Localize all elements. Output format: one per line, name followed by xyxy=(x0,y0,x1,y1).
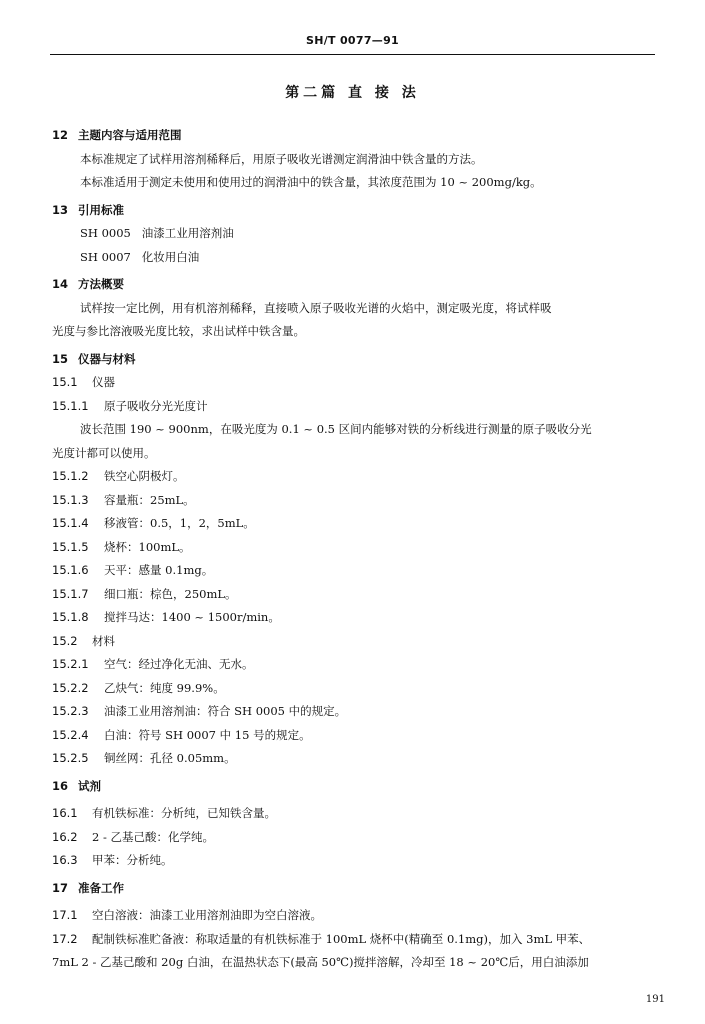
list-item xyxy=(52,559,665,583)
subsection-number: 15.1.1 xyxy=(52,398,89,413)
list-item xyxy=(52,928,665,952)
list-item xyxy=(52,536,665,560)
item-number: 16.2 xyxy=(52,829,78,844)
item-text: 空白溶液：油漆工业用溶剂油即为空白溶液。 xyxy=(92,908,322,922)
list-item xyxy=(52,653,665,677)
list-item xyxy=(52,465,665,489)
item-text: 移液管：0.5，1，2，5mL。 xyxy=(104,516,255,530)
subsection-15-1-1-text-line-2: 光度计都可以使用。 xyxy=(52,445,156,460)
section-number: 13 xyxy=(52,202,69,217)
section-12-paragraph-1: 本标准规定了试样用溶剂稀释后，用原子吸收光谱测定润滑油中铁含量的方法。 xyxy=(80,151,483,166)
list-item xyxy=(52,724,665,748)
subsection-15-1-1 xyxy=(52,395,665,419)
section-number: 15 xyxy=(52,351,69,366)
item-text: 铁空心阴极灯。 xyxy=(104,469,185,483)
list-item xyxy=(52,489,665,513)
list-item xyxy=(52,606,665,630)
list-item xyxy=(52,700,665,724)
section-14-heading xyxy=(52,273,665,297)
item-text: 乙炔气：纯度 99.9%。 xyxy=(104,680,225,695)
item-text: 天平：感量 0.1mg。 xyxy=(104,563,214,577)
item-number: 17.2 xyxy=(52,931,78,946)
section-13-heading xyxy=(52,199,665,223)
item-number: 15.1.4 xyxy=(52,516,89,530)
list-item xyxy=(52,802,665,826)
list-item xyxy=(52,583,665,607)
section-number: 16 xyxy=(52,778,69,793)
item-text: 配制铁标准贮备液：称取适量的有机铁标准于 100mL 烧杯中(精确至 0.1mg)，加入 3mL 甲苯、 xyxy=(92,931,591,946)
section-title: 仪器与材料 xyxy=(78,351,136,366)
subsection-title: 材料 xyxy=(92,633,115,648)
item-number: 16.3 xyxy=(52,853,78,867)
subsection-title: 原子吸收分光光度计 xyxy=(104,398,208,413)
item-text: 油漆工业用溶剂油：符合 SH 0005 中的规定。 xyxy=(104,704,347,718)
item-number: 15.1.2 xyxy=(52,469,89,483)
item-text: 2 - 乙基己酸：化学纯。 xyxy=(92,829,215,844)
section-title: 主题内容与适用范围 xyxy=(78,128,182,142)
page-number: 191 xyxy=(645,994,665,1005)
list-item xyxy=(52,747,665,771)
section-title: 试剂 xyxy=(78,778,101,793)
section-16-heading xyxy=(52,775,665,799)
list-item xyxy=(52,512,665,536)
section-number: 12 xyxy=(52,128,69,142)
subsection-15-1-1-text-line-1: 波长范围 190 ~ 900nm，在吸光度为 0.1 ~ 0.5 区间内能够对铁的分析线进行测量的原子吸收分光 xyxy=(80,422,592,436)
item-text: 细口瓶：棕色，250mL。 xyxy=(104,586,237,601)
item-number: 15.2.2 xyxy=(52,680,89,695)
section-title: 准备工作 xyxy=(78,880,124,895)
header-rule xyxy=(50,54,655,55)
section-12-paragraph-2: 本标准适用于测定未使用和使用过的润滑油中的铁含量，其浓度范围为 10 ~ 200mg/kg。 xyxy=(80,175,542,189)
standard-code: SH/T 0077—91 xyxy=(305,34,399,47)
item-number: 15.1.8 xyxy=(52,610,89,624)
subsection-number: 15.2 xyxy=(52,633,78,648)
section-12-heading xyxy=(52,124,665,148)
subsection-15-2 xyxy=(52,630,665,654)
section-17-2-continuation: 7mL 2 - 乙基己酸和 20g 白油，在温热状态下(最高 50℃)搅拌溶解，冷却至 18 ~ 20℃后，用白油添加 xyxy=(52,955,589,969)
item-number: 15.1.3 xyxy=(52,492,89,507)
part-title: 第二篇 直 接 法 xyxy=(285,85,420,101)
subsection-number: 15.1 xyxy=(52,375,78,389)
subsection-title: 仪器 xyxy=(92,375,115,389)
item-text: 白油：符号 SH 0007 中 15 号的规定。 xyxy=(104,727,311,742)
list-item xyxy=(52,904,665,928)
section-title: 引用标准 xyxy=(78,202,124,217)
item-text: 烧杯：100mL。 xyxy=(104,539,191,554)
item-number: 16.1 xyxy=(52,806,78,820)
item-text: 搅拌马达：1400 ~ 1500r/min。 xyxy=(104,610,280,624)
section-14-paragraph-line-2: 光度与参比溶液吸光度比较，求出试样中铁含量。 xyxy=(52,324,305,338)
section-14-paragraph-line-1: 试样按一定比例，用有机溶剂稀释，直接喷入原子吸收光谱的火焰中，测定吸光度，将试样吸 xyxy=(80,300,552,315)
item-number: 15.1.6 xyxy=(52,563,89,577)
item-number: 15.1.5 xyxy=(52,539,89,554)
section-17-heading xyxy=(52,877,665,901)
section-number: 14 xyxy=(52,277,69,291)
reference-sh0005: SH 0005 油漆工业用溶剂油 xyxy=(80,226,234,240)
item-number: 15.1.7 xyxy=(52,586,89,601)
reference-sh0007: SH 0007 化妆用白油 xyxy=(80,249,200,264)
item-number: 15.2.4 xyxy=(52,727,89,742)
item-text: 铜丝网：孔径 0.05mm。 xyxy=(104,751,236,765)
item-text: 甲苯：分析纯。 xyxy=(92,853,173,867)
section-title: 方法概要 xyxy=(78,277,124,291)
item-number: 15.2.3 xyxy=(52,704,89,718)
section-15-heading xyxy=(52,348,665,372)
list-item xyxy=(52,849,665,873)
item-number: 15.2.5 xyxy=(52,751,89,765)
item-text: 有机铁标准：分析纯，已知铁含量。 xyxy=(92,806,276,820)
item-number: 17.1 xyxy=(52,908,78,922)
list-item xyxy=(52,826,665,850)
item-text: 容量瓶：25mL。 xyxy=(104,492,195,507)
subsection-15-1 xyxy=(52,371,665,395)
document-body xyxy=(52,124,665,975)
item-text: 空气：经过净化无油、无水。 xyxy=(104,657,254,671)
item-number: 15.2.1 xyxy=(52,657,89,671)
section-number: 17 xyxy=(52,880,69,895)
list-item xyxy=(52,677,665,701)
